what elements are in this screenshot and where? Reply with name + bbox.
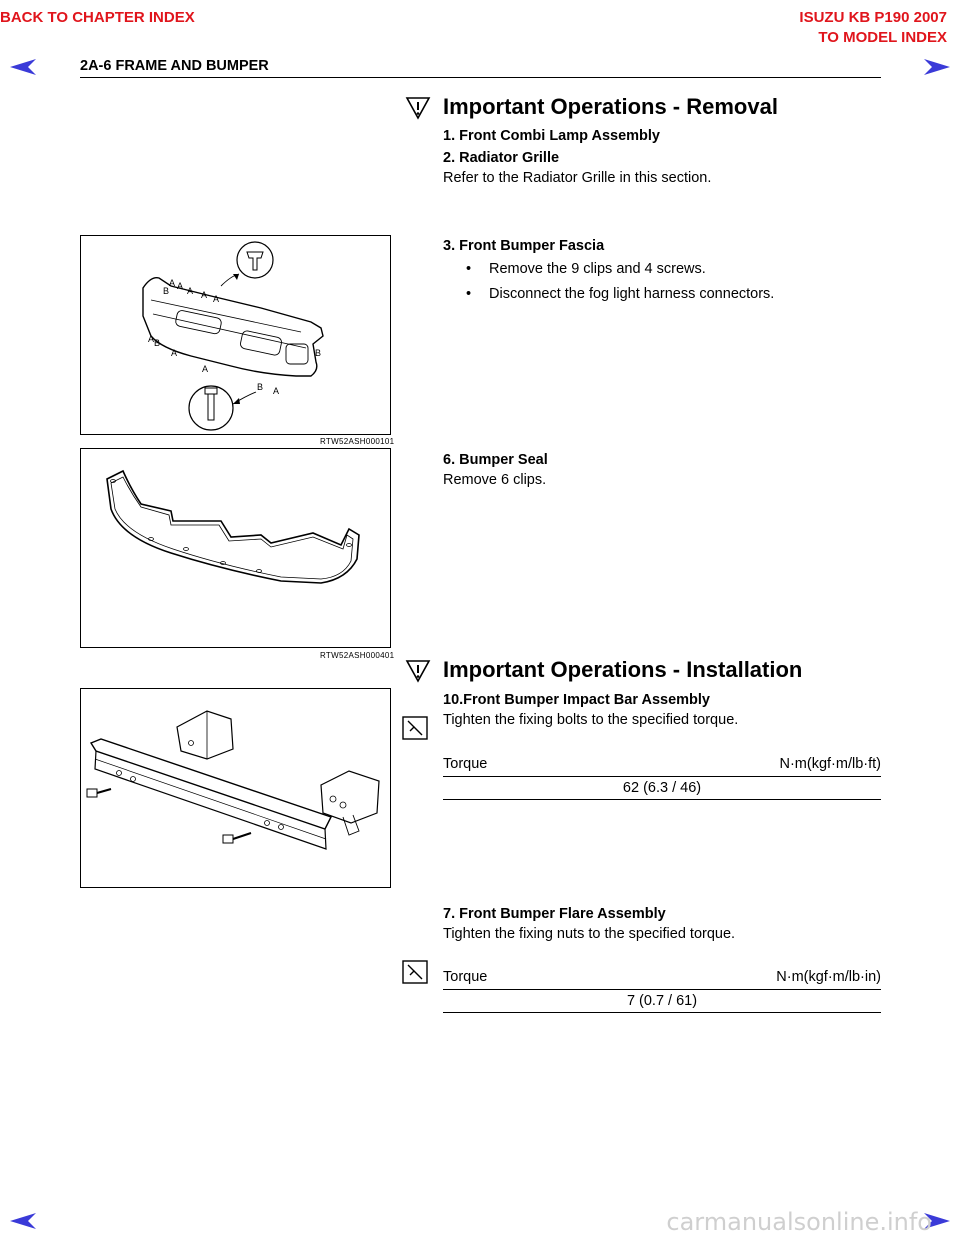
bumper-seal-text: Remove 6 clips.: [443, 472, 547, 488]
caution-triangle-icon: [405, 659, 431, 683]
fig1-label-b1: B: [163, 286, 170, 296]
previous-page-arrow-icon[interactable]: [8, 58, 38, 76]
figure-front-bumper-fascia: [80, 235, 391, 435]
bullet-marker: •: [466, 286, 472, 302]
model-title-link[interactable]: ISUZU KB P190 2007: [799, 9, 947, 26]
next-page-arrow-icon[interactable]: [922, 58, 952, 76]
previous-page-arrow-icon[interactable]: [8, 1212, 38, 1230]
fig1-label-b2: B: [154, 338, 161, 348]
page-header-title: 2A-6 FRAME AND BUMPER: [80, 58, 269, 74]
removal-heading: Important Operations - Removal: [443, 94, 778, 119]
bumper-seal-drawing: [81, 449, 390, 647]
fig1-label-a2: A: [177, 281, 184, 291]
bumper-fascia-drawing: [81, 236, 390, 434]
fig1-label-a6: A: [148, 334, 155, 344]
caution-triangle-icon: [405, 96, 431, 120]
torque-table-2-rule-bottom: [443, 1012, 881, 1013]
fig1-label-a8: A: [202, 364, 209, 374]
fig1-label-a5: A: [213, 294, 220, 304]
fig1-label-b3: B: [315, 348, 322, 358]
torque-table-2-rule-top: [443, 989, 881, 990]
torque-wrench-icon: [402, 716, 428, 740]
torque-unit-1: N·m(kgf·m/lb·ft): [779, 756, 881, 772]
bumper-flare-text: Tighten the fixing nuts to the specified torque.: [443, 926, 736, 942]
fig1-label-b4: B: [257, 382, 264, 392]
torque-label-1: Torque: [443, 756, 488, 772]
back-to-chapter-link[interactable]: BACK TO CHAPTER INDEX: [0, 9, 195, 26]
item-bumper-flare: 7. Front Bumper Flare Assembly: [443, 906, 666, 922]
item-impact-bar: 10.Front Bumper Impact Bar Assembly: [443, 692, 710, 708]
item-front-bumper-fascia: 3. Front Bumper Fascia: [443, 238, 605, 254]
torque-value-1: 62 (6.3 / 46): [622, 780, 702, 796]
fascia-step-2: Disconnect the fog light harness connectors.: [489, 286, 775, 302]
figure-2-caption: RTW52ASH000401: [320, 651, 395, 660]
torque-wrench-icon: [402, 960, 428, 984]
fig1-label-a1: A: [169, 278, 176, 288]
torque-value-2: 7 (0.7 / 61): [626, 993, 698, 1009]
torque-table-1-rule-top: [443, 776, 881, 777]
fascia-step-1: Remove the 9 clips and 4 screws.: [489, 261, 706, 277]
fig1-label-a4: A: [201, 290, 208, 300]
item-front-combi-lamp: 1. Front Combi Lamp Assembly: [443, 128, 660, 144]
fig1-label-a9: A: [273, 386, 280, 396]
torque-label-2: Torque: [443, 969, 488, 985]
to-model-index-link[interactable]: TO MODEL INDEX: [818, 29, 947, 46]
torque-unit-2: N·m(kgf·m/lb·in): [776, 969, 881, 985]
fig1-label-a7: A: [171, 348, 178, 358]
fig1-label-a3: A: [187, 286, 194, 296]
item-radiator-grille: 2. Radiator Grille: [443, 150, 560, 166]
impact-bar-drawing: [81, 689, 390, 887]
header-rule: [80, 77, 881, 78]
impact-bar-text: Tighten the fixing bolts to the specified torque.: [443, 712, 739, 728]
watermark-text: carmanualsonline.info: [666, 1208, 932, 1236]
figure-bumper-seal: [80, 448, 391, 648]
figure-1-caption: RTW52ASH000101: [320, 437, 395, 446]
bullet-marker: •: [466, 261, 472, 277]
radiator-grille-text: Refer to the Radiator Grille in this section.: [443, 170, 712, 186]
item-bumper-seal: 6. Bumper Seal: [443, 452, 548, 468]
torque-table-1-rule-bottom: [443, 799, 881, 800]
installation-heading: Important Operations - Installation: [443, 657, 803, 682]
figure-impact-bar: [80, 688, 391, 888]
